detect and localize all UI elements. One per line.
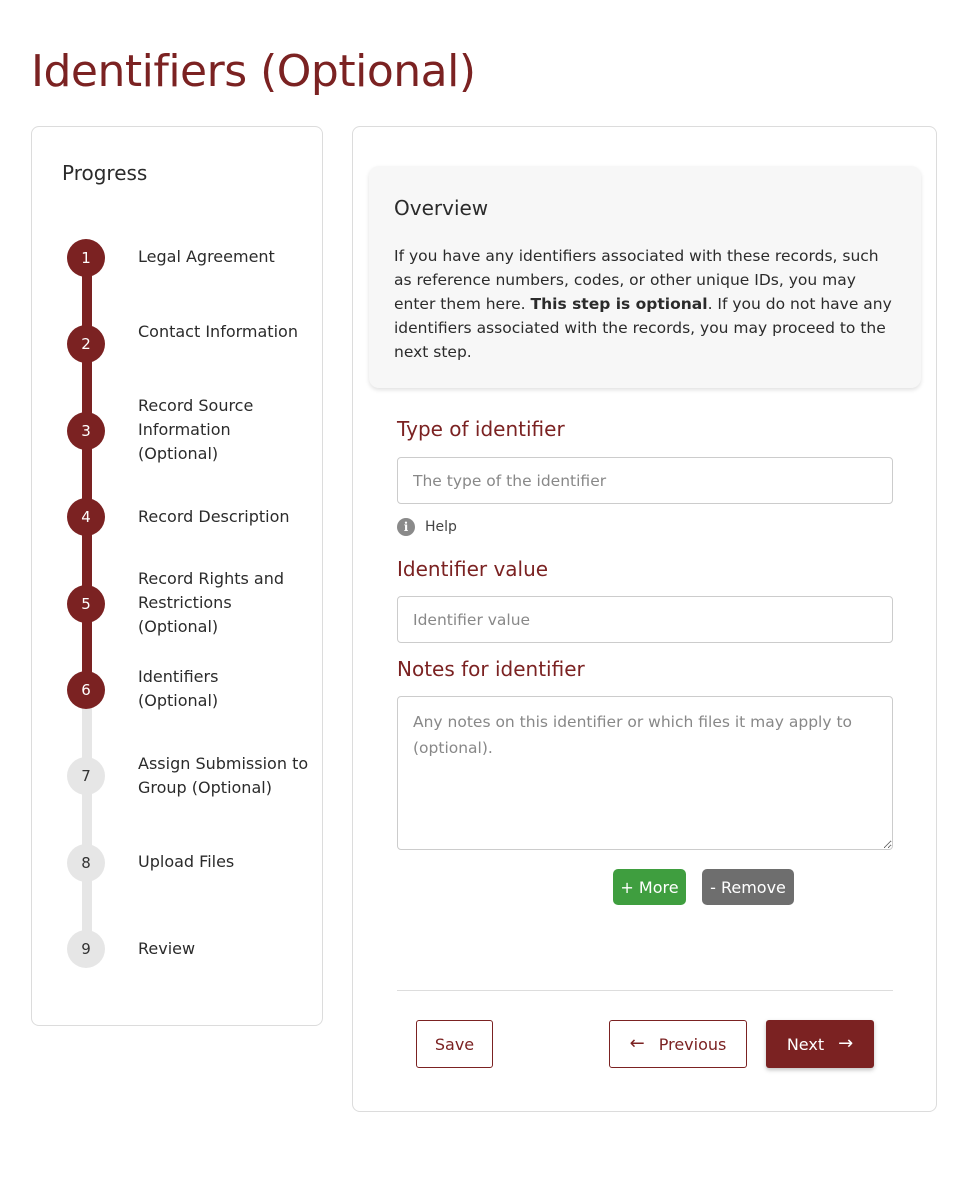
step-7-label[interactable]: Assign Submission to Group (Optional) [138, 754, 309, 797]
notes-for-identifier-label: Notes for identifier [397, 657, 585, 681]
identifier-value-input[interactable] [397, 596, 893, 643]
next-button-label: Next [786, 1034, 825, 1054]
step-3-indicator: 3 [67, 412, 105, 450]
overview-text-optional: This step is optional [530, 295, 708, 313]
step-4-label[interactable]: Record Description [138, 507, 290, 526]
type-of-identifier-input[interactable] [397, 457, 893, 504]
save-button-label: Save [434, 1034, 475, 1054]
add-more-button[interactable]: + More [613, 869, 686, 905]
step-8-indicator: 8 [67, 844, 105, 882]
type-of-identifier-label: Type of identifier [397, 417, 565, 441]
form-card [352, 126, 937, 1112]
arrow-left-icon: ← [629, 1033, 645, 1054]
step-5-label[interactable]: Record Rights and Restrictions (Optional) [138, 569, 285, 636]
step-2-label[interactable]: Contact Information [138, 322, 298, 341]
help-label: Help [425, 519, 457, 535]
save-button[interactable] [416, 1020, 493, 1068]
overview-text-outro: . If you do not have any identifiers associated with the records, you may proceed to the next step. [394, 295, 892, 361]
step-9-indicator: 9 [67, 930, 105, 968]
step-4-indicator: 4 [67, 498, 105, 536]
step-7-indicator: 7 [67, 757, 105, 795]
help-toggle[interactable] [397, 518, 457, 536]
overview-box [369, 166, 921, 388]
step-8-label[interactable]: Upload Files [138, 852, 235, 871]
step-1-label[interactable]: Legal Agreement [138, 247, 275, 266]
notes-for-identifier-textarea[interactable] [397, 696, 893, 850]
divider [397, 990, 893, 991]
page-title: Identifiers (Optional) [31, 46, 476, 97]
step-6-label[interactable]: Identifiers (Optional) [138, 667, 219, 710]
overview-text-intro: If you have any identifiers associated with these records, such as reference numbers, codes, or other unique IDs, you may enter them here. [394, 247, 879, 313]
remove-button[interactable]: - Remove [702, 869, 794, 905]
step-1-indicator: 1 [67, 239, 105, 277]
progress-track-remaining [82, 690, 92, 950]
previous-button-label: Previous [658, 1034, 727, 1054]
overview-text [394, 244, 894, 364]
next-button[interactable] [766, 1020, 874, 1068]
previous-button[interactable] [609, 1020, 747, 1068]
identifier-value-label: Identifier value [397, 557, 549, 581]
step-3-label[interactable]: Record Source Information (Optional) [138, 396, 254, 463]
arrow-right-icon: → [838, 1033, 854, 1054]
step-2-indicator: 2 [67, 325, 105, 363]
overview-title: Overview [394, 196, 489, 220]
step-5-indicator: 5 [67, 585, 105, 623]
info-circle-icon: i [397, 518, 415, 536]
progress-track-complete [82, 258, 92, 690]
step-6-indicator: 6 [67, 671, 105, 709]
progress-heading: Progress [62, 161, 148, 185]
progress-panel [31, 126, 323, 1026]
step-9-label[interactable]: Review [138, 939, 196, 958]
